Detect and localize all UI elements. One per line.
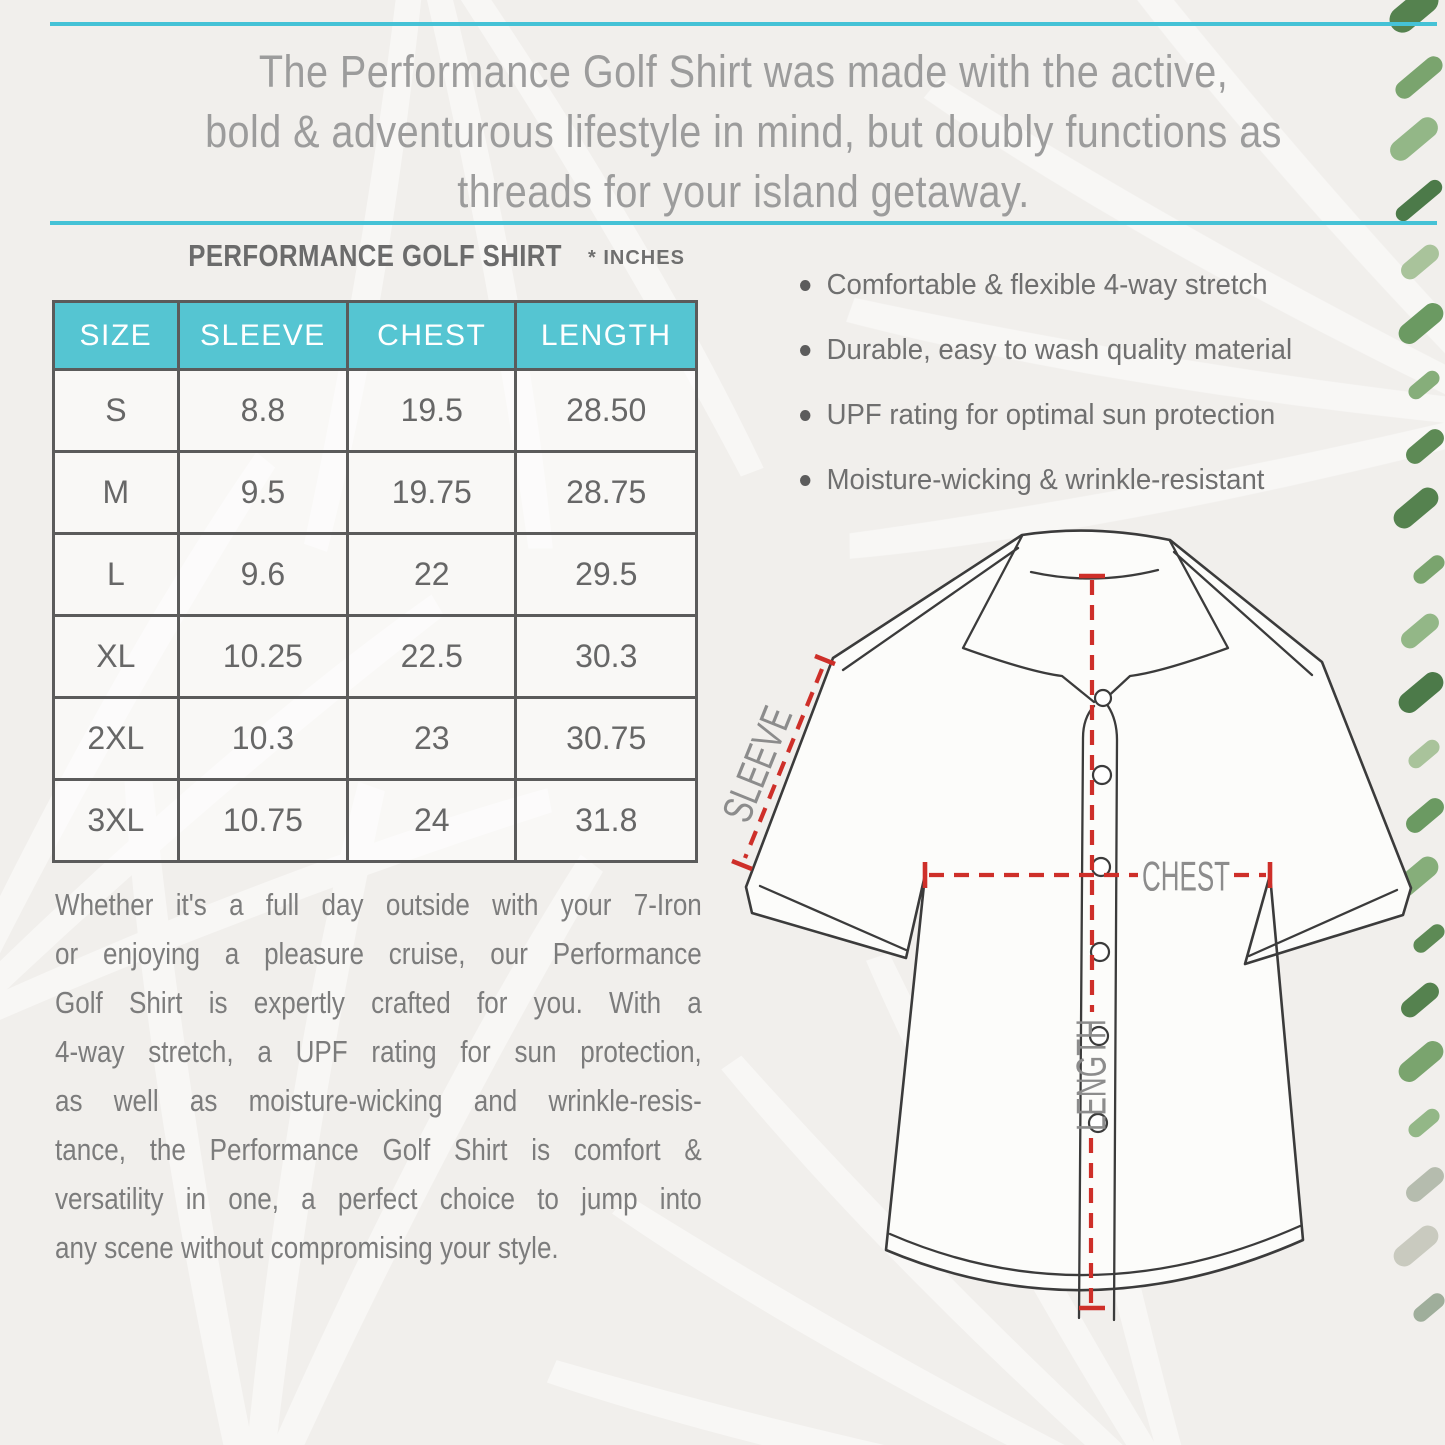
- cell-chest: 19.75: [348, 452, 516, 534]
- palm-stripe: [1384, 0, 1444, 38]
- cell-length: 30.3: [516, 616, 697, 698]
- sleeve-measure-cap-bottom: [732, 861, 752, 869]
- description-line: as well as moisture-wicking and wrinkle-resis-: [55, 1083, 702, 1118]
- palm-stripe: [1397, 241, 1442, 283]
- description-line: tance, the Performance Golf Shirt is comfort &: [55, 1132, 702, 1167]
- intro-line-2: bold & adventurous lifestyle in mind, but doubly functions as: [205, 106, 1282, 157]
- cell-chest: 22.5: [348, 616, 516, 698]
- cell-size: M: [54, 452, 179, 534]
- cell-size: XL: [54, 616, 179, 698]
- shirt-measurement-diagram: [700, 520, 1445, 1445]
- product-description: [55, 880, 702, 1272]
- feature-item: [800, 398, 1351, 432]
- table-row: [54, 370, 697, 452]
- size-chart-table: [52, 300, 698, 863]
- cell-length: 29.5: [516, 534, 697, 616]
- table-row: [54, 452, 697, 534]
- cell-sleeve: 9.5: [178, 452, 347, 534]
- feature-text: Comfortable & flexible 4-way stretch: [826, 268, 1268, 301]
- cell-sleeve: 10.25: [178, 616, 347, 698]
- table-row: [54, 698, 697, 780]
- size-chart-title: PERFORMANCE GOLF SHIRT: [188, 238, 562, 273]
- column-header-chest: CHEST: [348, 302, 516, 370]
- feature-item: [800, 268, 1351, 302]
- bullet-icon: [800, 345, 810, 356]
- column-header-length: LENGTH: [516, 302, 697, 370]
- palm-stripe: [1402, 425, 1445, 467]
- shirt-outline: [746, 531, 1411, 1291]
- divider-line-middle: [50, 221, 1437, 225]
- cell-size: 3XL: [54, 780, 179, 862]
- description-line: Whether it's a full day outside with your 7-Iron: [55, 887, 702, 922]
- feature-text: UPF rating for optimal sun protection: [826, 398, 1276, 431]
- column-header-sleeve: SLEEVE: [178, 302, 347, 370]
- button-icon: [1095, 690, 1111, 706]
- bullet-icon: [800, 280, 810, 291]
- description-line: or enjoying a pleasure cruise, our Performance: [55, 936, 702, 971]
- cell-length: 30.75: [516, 698, 697, 780]
- cell-sleeve: 10.75: [178, 780, 347, 862]
- feature-list: [800, 268, 1380, 528]
- description-line: versatility in one, a perfect choice to jump into: [55, 1181, 702, 1216]
- table-header-row: [54, 302, 697, 370]
- bullet-icon: [800, 475, 810, 486]
- cell-length: 28.50: [516, 370, 697, 452]
- feature-text: Moisture-wicking & wrinkle-resistant: [826, 463, 1265, 496]
- cell-chest: 24: [348, 780, 516, 862]
- feature-item: [800, 333, 1351, 367]
- column-header-size: SIZE: [54, 302, 179, 370]
- intro-text: [50, 42, 1437, 222]
- cell-size: 2XL: [54, 698, 179, 780]
- size-chart-unit-note: * INCHES: [588, 247, 685, 269]
- palm-stripe: [1394, 299, 1445, 349]
- cell-length: 28.75: [516, 452, 697, 534]
- chest-label: CHEST: [1142, 852, 1230, 900]
- sleeve-label: SLEEVE: [712, 659, 818, 829]
- table-row: [54, 616, 697, 698]
- intro-line-3: threads for your island getaway.: [457, 166, 1030, 217]
- description-line: Golf Shirt is expertly crafted for you. With a: [55, 985, 702, 1020]
- feature-text: Durable, easy to wash quality material: [826, 333, 1293, 366]
- cell-size: S: [54, 370, 179, 452]
- cell-length: 31.8: [516, 780, 697, 862]
- button-icon: [1093, 766, 1111, 784]
- divider-line-top: [50, 22, 1437, 26]
- description-line: 4-way stretch, a UPF rating for sun protection,: [55, 1034, 702, 1069]
- cell-size: L: [54, 534, 179, 616]
- table-row: [54, 534, 697, 616]
- cell-sleeve: 10.3: [178, 698, 347, 780]
- cell-chest: 22: [348, 534, 516, 616]
- bullet-icon: [800, 410, 810, 421]
- description-line: any scene without compromising your style.: [55, 1230, 559, 1265]
- cell-chest: 23: [348, 698, 516, 780]
- palm-stripe: [1405, 368, 1442, 403]
- table-row: [54, 780, 697, 862]
- cell-sleeve: 8.8: [178, 370, 347, 452]
- intro-line-1: The Performance Golf Shirt was made with the active,: [258, 46, 1229, 97]
- feature-item: [800, 463, 1351, 497]
- cell-sleeve: 9.6: [178, 534, 347, 616]
- length-label: LENGTH: [1067, 960, 1115, 1131]
- cell-chest: 19.5: [348, 370, 516, 452]
